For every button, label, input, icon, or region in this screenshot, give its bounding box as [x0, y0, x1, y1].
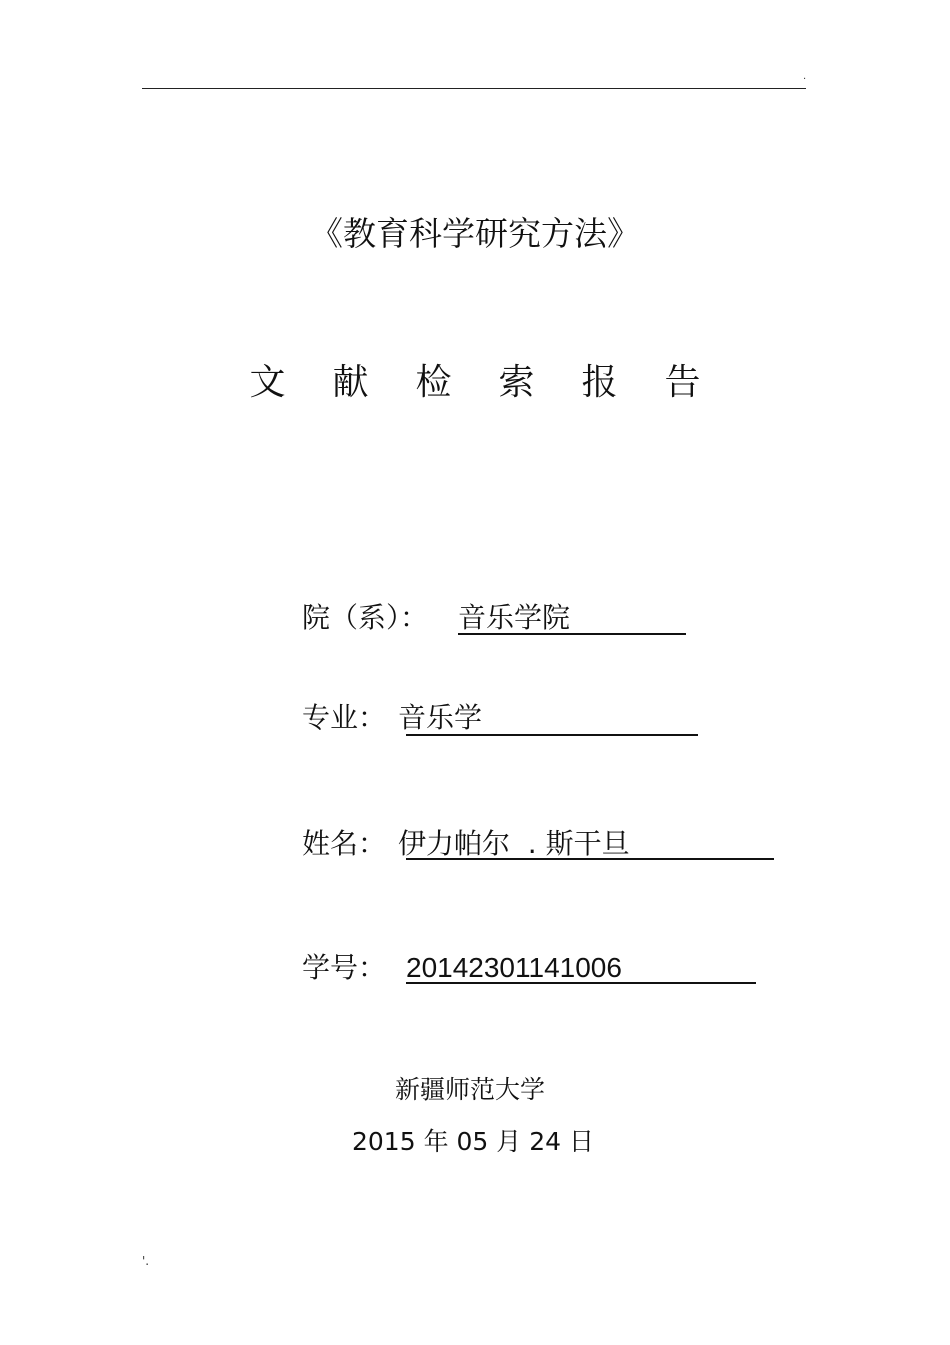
- student-id-label: 学号：: [302, 951, 387, 984]
- footer-mark: '.: [142, 1254, 150, 1268]
- student-id-value: 20142301141006: [406, 952, 622, 983]
- major-label: 专业：: [302, 701, 387, 734]
- header-rule: [142, 88, 806, 89]
- name-underline: [406, 858, 774, 860]
- department-value: 音乐学院: [458, 601, 571, 634]
- department-underline: [458, 633, 686, 635]
- university-name: 新疆师范大学: [394, 1075, 545, 1104]
- department-label: 院（系）：: [302, 601, 429, 634]
- major-underline: [406, 734, 698, 736]
- header-dot: .: [803, 71, 807, 82]
- name-value: 伊力帕尔 . 斯干旦: [398, 827, 630, 860]
- course-title: 《教育科学研究方法》: [310, 214, 640, 253]
- name-label: 姓名：: [302, 827, 387, 860]
- report-date: 2015 年 05 月 24 日: [352, 1127, 594, 1156]
- report-title: 文献检索报告: [249, 362, 748, 403]
- major-value: 音乐学: [398, 701, 483, 734]
- student-id-underline: [406, 982, 756, 984]
